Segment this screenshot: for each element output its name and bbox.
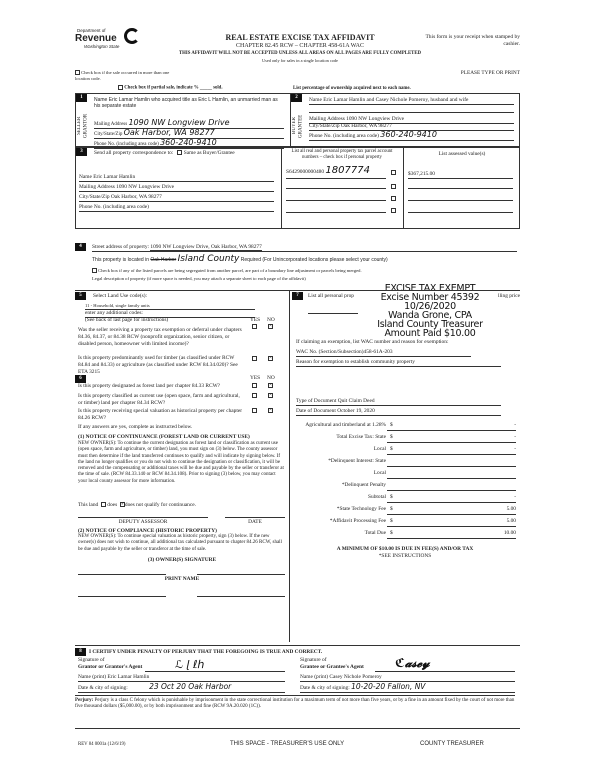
label: Name (print) — [78, 674, 106, 680]
label: Name — [79, 174, 92, 180]
section-number: 2 — [291, 94, 302, 102]
label: lling price — [498, 293, 521, 299]
seller-address[interactable]: 1090 NW Longview Drive — [128, 118, 230, 127]
label: WAC No. (Section/Subsection) — [296, 349, 364, 355]
stamp-line: Amount Paid $10.00 — [384, 328, 476, 339]
stamp-line: EXCISE TAX EXEMPT — [384, 283, 476, 294]
form-warning: THIS AFFIDAVIT WILL NOT BE ACCEPTED UNLESS ALL AREAS ON ALL PAGES ARE FULLY COMPLETED — [178, 51, 422, 56]
fee-value[interactable]: 10.00 — [503, 530, 516, 536]
fee-row — [300, 456, 516, 467]
segregated-checkbox[interactable] — [92, 268, 97, 273]
no-checkbox-checked[interactable]: × — [269, 383, 272, 388]
label: Check box if the sale occurred in more than one location code. — [75, 70, 170, 81]
label: This land — [78, 502, 99, 508]
label: Send all property correspondence to: — [94, 150, 174, 156]
label: Mailing Address — [309, 116, 345, 122]
receipt-note: This form is your receipt when stamped by cashier. — [425, 34, 520, 47]
notice1-body: NEW OWNER(S): To continue the current designation as forest land or classification as current use (open space, farm and agriculture, or timber) land, you must sign on (3) below. The county assessor must then determine if the land transferred continues to qualify and will indicate by signing below. If the land no longer qualifies or you do not wish to continue the designation or classification, it will be removed and the compensating or additional taxes will be due and payable by the seller or transferor at the time of sale. (RCW 84.33.140 or RCW 84.34.108). Prior to signing (3) below, you may contact your local county assessor for more information. — [78, 441, 284, 484]
property-street[interactable]: 1090 NW Longview Drive, Oak Harbor, WA 98277 — [150, 244, 262, 250]
perjury-text: Perjury is a class C felony which is punishable by imprisonment in the state correctional institution for a maximum term of not more than five years, or by a fine in an amount fixed by the court of not more than five thousand dollars ($5,000.00), or by both imprisonment and fine (RCW 9A.20.020 (1C)). — [75, 698, 515, 710]
stamp-line: Island County Treasurer — [377, 319, 483, 330]
fee-row — [300, 528, 516, 539]
label: City/State/Zip — [79, 194, 110, 200]
question-exemption: Was the seller receiving a property tax exemption or deferral under chapters 84.36, 84.37, or 84.38 RCW (nonprofit organization, senior citizen, or disabled person, homeowner with limited income)? — [78, 327, 242, 347]
fee-row — [300, 420, 516, 431]
label: Date & city of signing: — [300, 685, 350, 691]
fee-row — [300, 480, 516, 491]
label: Street address of property: — [92, 244, 150, 250]
buyer-phone[interactable]: 360-240-9410 — [380, 130, 437, 139]
parcels-header: List all real and personal property tax parcel account numbers – check box if personal property — [291, 149, 393, 160]
label: Check box if partial sale, indicate % _____ sold. — [124, 85, 223, 91]
stamp-line: 10/26/2020 — [404, 301, 456, 312]
same-as-buyer-checkbox[interactable] — [177, 150, 182, 155]
dollar-sign: $ — [390, 530, 393, 536]
fee-row — [300, 468, 516, 479]
yes-checkbox[interactable] — [252, 356, 257, 361]
question-timber: Is this property predominantly used for timber (as classified under RCW 84.84 and 84.33) or agriculture (as classified under RCW 84.34.020)? See ETA 3215 — [78, 355, 238, 375]
fee-label: *Delinquent Penalty — [341, 482, 386, 488]
corr-city[interactable]: Oak Harbor, WA 98277 — [110, 194, 162, 200]
yes-checkbox[interactable] — [252, 393, 257, 398]
list-pct-note: List percentage of ownership acquired next to each name. — [293, 86, 411, 91]
label: Reason for exemption — [296, 359, 344, 365]
exemption-reason[interactable]: to establish community property — [344, 359, 415, 365]
section-number: 7 — [292, 292, 303, 300]
date-label: DATE — [248, 519, 262, 525]
fee-label: Local — [373, 446, 386, 452]
located-struck: Oak Harbor — [150, 257, 177, 263]
personal-property-checkbox[interactable] — [391, 184, 396, 189]
label: Name — [309, 97, 322, 103]
assessed-header: List assessed value(s) — [438, 151, 486, 157]
label: City/State/Zip — [94, 132, 123, 137]
no-header: NO — [267, 375, 275, 381]
seller-side-label: SELLER GRANTOR — [77, 113, 89, 139]
fee-row — [300, 444, 516, 455]
partial-sale-check[interactable] — [118, 85, 223, 92]
fee-row — [300, 432, 516, 443]
section-number: 4 — [75, 243, 86, 251]
fee-value[interactable]: - — [514, 494, 516, 500]
seller-city[interactable]: Oak Harbor, WA 98277 — [123, 128, 215, 137]
no-checkbox-checked[interactable]: × — [269, 393, 272, 398]
label: Signature of — [300, 657, 327, 663]
document-date[interactable]: October 19, 2020 — [337, 408, 375, 414]
correspondence-section — [75, 147, 520, 229]
see-instructions: *SEE INSTRUCTIONS — [378, 553, 432, 559]
label: This property is located in — [92, 257, 149, 263]
personal-property-checkbox[interactable] — [391, 208, 396, 213]
property-county[interactable]: Island County — [177, 254, 240, 264]
certify-text: I CERTIFY UNDER PENALTY OF PERJURY THAT THE FOREGOING IS TRUE AND CORRECT. — [89, 649, 323, 655]
label: Select Land Use code(s): — [93, 293, 148, 299]
buyer-address[interactable]: 1090 NW Longview Drive — [346, 116, 404, 122]
label: Signature of — [78, 657, 105, 663]
minimum-note: A MINIMUM OF $10.00 IS DUE IN FEE(S) AND/OR TAX — [336, 546, 474, 552]
see-back-note: (See back of last page for instructions) — [85, 317, 169, 323]
dollar-sign: $ — [390, 422, 393, 428]
section-number: 6 — [75, 375, 86, 383]
grantee-signature[interactable]: ℭ𝓪𝓼𝓮𝔂 — [395, 656, 430, 670]
label: Name — [94, 97, 108, 103]
form-chapter: CHAPTER 82.45 RCW – CHAPTER 458-61A WAC — [236, 43, 364, 49]
logo-mark-icon — [124, 28, 140, 44]
perjury-label: Perjury: — [75, 698, 94, 703]
no-checkbox-checked[interactable]: × — [269, 324, 272, 329]
additional-codes[interactable]: enter any additional codes: — [85, 310, 255, 318]
print-name-label: PRINT NAME — [164, 576, 200, 582]
form-revision: REV 84 0001a (12/6/19) — [78, 742, 126, 747]
label: City/State/Zip — [309, 123, 340, 129]
dollar-sign: $ — [390, 434, 393, 440]
question-current-use: Is this property classified as current use (open space, farm and agricultural, or timber) land per chapter 84.34 RCW? — [78, 393, 240, 406]
stamp-line: Wanda Grone, CPA — [388, 310, 472, 321]
label: Phone No. (including area code) — [309, 133, 379, 139]
stamp-line: Excise Number 45392 — [380, 292, 480, 303]
certification-section — [75, 645, 520, 711]
parcel-number[interactable]: S6429000000480 — [286, 169, 325, 175]
fee-label: Subtotal — [368, 494, 386, 500]
wac-number[interactable]: 458-61A-203 — [363, 349, 393, 355]
legal-description-label: Legal description of property (if more space is needed, you may attach a separate sheet to each page of the affidavit) — [92, 276, 306, 281]
label: qualify for continuance. — [144, 502, 196, 508]
label: Same as Buyer/Grantee — [183, 150, 235, 156]
does-not-checkbox-checked[interactable]: ✓ — [120, 502, 126, 508]
section-number: 8 — [75, 648, 86, 656]
buyer-city[interactable]: Oak Harbor, WA 98277 — [340, 123, 392, 129]
fee-value[interactable]: - — [514, 446, 516, 452]
exemption-label: If claiming an exemption, list WAC number and reason for exemption: — [296, 339, 449, 345]
used-only-note: Used only for sales in a single location code — [262, 58, 338, 63]
multi-location-check[interactable] — [75, 70, 175, 81]
fee-row — [300, 516, 516, 527]
owner-signature-label: (3) OWNER(S) SIGNATURE — [147, 557, 217, 563]
yes-header: YES — [250, 317, 261, 323]
deputy-assessor-label: DEPUTY ASSESSOR — [118, 519, 168, 525]
fee-label: Agricultural and timberland at 1.28% — [305, 422, 386, 428]
label: List all personal prop — [308, 293, 354, 299]
corr-name[interactable]: Eric Lamar Hamlin — [93, 174, 136, 180]
checkbox[interactable] — [75, 70, 80, 75]
dollar-sign: $ — [390, 518, 393, 524]
fee-label: Total Excise Tax: State — [336, 434, 386, 440]
label: Required (For Unincorporated locations please select your county) — [240, 257, 388, 263]
section-number: 3 — [76, 148, 87, 156]
label: Name (print) — [300, 674, 328, 680]
fee-value[interactable]: 5.00 — [506, 506, 516, 512]
label: Grantee or Grantee's Agent — [300, 663, 364, 670]
label: does not — [124, 502, 143, 508]
land-use-code[interactable]: 11 - Household, single family units — [85, 303, 255, 310]
please-type: PLEASE TYPE OR PRINT — [460, 70, 520, 76]
form-title: REAL ESTATE EXCISE TAX AFFIDAVIT — [225, 33, 375, 42]
county-treasurer-label: COUNTY TREASURER — [420, 741, 484, 747]
yes-header: YES — [250, 375, 261, 381]
fee-row — [300, 504, 516, 515]
yes-checkbox[interactable] — [252, 383, 257, 388]
yes-checkbox[interactable] — [252, 324, 257, 329]
question-forest: Is this property designated as forest land per chapter 84.33 RCW? — [78, 383, 221, 389]
logo-name: Revenue — [75, 33, 117, 44]
land-use-section — [75, 290, 290, 642]
section-number: 1 — [76, 94, 87, 102]
fee-label: *Affidavit Processing Fee — [329, 518, 386, 524]
label: Mailing Address — [94, 122, 128, 127]
label: does — [107, 502, 118, 508]
grantor-date-city[interactable]: 23 Oct 20 Oak Harbor — [149, 682, 232, 691]
label: Check box if any of the listed parcels are being segregated from another parcel, are part of a boundary line adjustment or parcels being merged. — [98, 268, 362, 273]
fee-row — [300, 492, 516, 503]
label: Type of Document — [296, 398, 337, 404]
no-header: NO — [267, 317, 275, 323]
label: Phone No. (including area code) — [79, 204, 149, 210]
label: Grantor or Grantor's Agent — [78, 663, 143, 670]
personal-property-checkbox[interactable] — [391, 170, 396, 175]
grantee-date-city[interactable]: 10-20-20 Fallon, NV — [351, 682, 426, 691]
seller-phone[interactable]: 360-240-9410 — [160, 138, 217, 147]
dollar-sign: $ — [390, 494, 393, 500]
label: Mailing Address — [79, 184, 115, 190]
yes-checkbox[interactable] — [252, 408, 257, 413]
notice2-title: (2) NOTICE OF COMPLIANCE (HISTORIC PROPERTY) — [78, 528, 217, 534]
fee-label: Local — [373, 470, 386, 476]
logo-dept: Department of — [77, 28, 106, 33]
fee-value[interactable]: 5.00 — [506, 518, 516, 524]
document-type[interactable]: Quit Claim Deed — [337, 398, 375, 404]
grantor-name[interactable]: Eric Lamar Hamlin — [107, 674, 150, 680]
checkbox[interactable] — [118, 85, 123, 90]
question-historic: Is this property receiving special valuation as historical property per chapter 84.26 RCW? — [78, 408, 243, 421]
fee-value[interactable]: - — [514, 434, 516, 440]
dollar-sign: $ — [390, 506, 393, 512]
label: Date & city of signing: — [78, 685, 128, 691]
personal-property-checkbox[interactable] — [391, 196, 396, 201]
parcel-handwritten: 1807774 — [325, 165, 370, 176]
logo-state: Washington State — [84, 44, 120, 49]
fee-value[interactable]: - — [514, 422, 516, 428]
notice1-title: (1) NOTICE OF CONTINUANCE (FOREST LAND OR CURRENT USE) — [78, 434, 250, 440]
fee-label: Total Due — [364, 530, 386, 536]
label: Date of Document — [296, 408, 336, 414]
no-checkbox-checked[interactable]: × — [269, 356, 272, 361]
if-yes-note: If any answers are yes, complete as instructed below. — [78, 424, 193, 430]
dollar-sign: $ — [390, 446, 393, 452]
buyer-side-label: BUYER GRANTEE — [292, 114, 304, 138]
grantor-signature[interactable]: ℒ ɭ ℓℎ — [175, 658, 205, 671]
buyer-section — [290, 93, 520, 147]
section-number: 5 — [75, 292, 86, 300]
seller-section — [75, 93, 291, 147]
seller-name[interactable]: Eric Lamar Hamlin who acquired title as Eric L Hamlin, an unmarried man as his separate estate — [94, 97, 278, 110]
does-checkbox[interactable] — [101, 502, 106, 507]
fee-label: *Delinquent Interest: State — [328, 458, 386, 464]
grantee-name[interactable]: Casey Nichole Pomeroy — [329, 674, 382, 680]
no-checkbox-checked[interactable]: × — [269, 408, 272, 413]
fee-label: *State Technology Fee — [336, 506, 386, 512]
corr-address[interactable]: 1090 NW Longview Drive — [116, 184, 174, 190]
notice2-body: NEW OWNER(S): To continue special valuation as historic property, sign (3) below. If the new owner(s) does not wish to continue, all additional tax calculated pursuant to chapter 84.26 RCW, shall be due and payable by the seller or transferor at the time of sale. — [78, 534, 282, 552]
label: Phone No. (including area code) — [94, 142, 159, 147]
assessed-value[interactable]: $367,215.00 — [408, 171, 513, 179]
buyer-name[interactable]: Eric Lamar Hamlin and Casey Nichole Pomeroy, husband and wife — [323, 97, 469, 103]
treasurer-use-label: THIS SPACE - TREASURER'S USE ONLY — [230, 741, 345, 747]
